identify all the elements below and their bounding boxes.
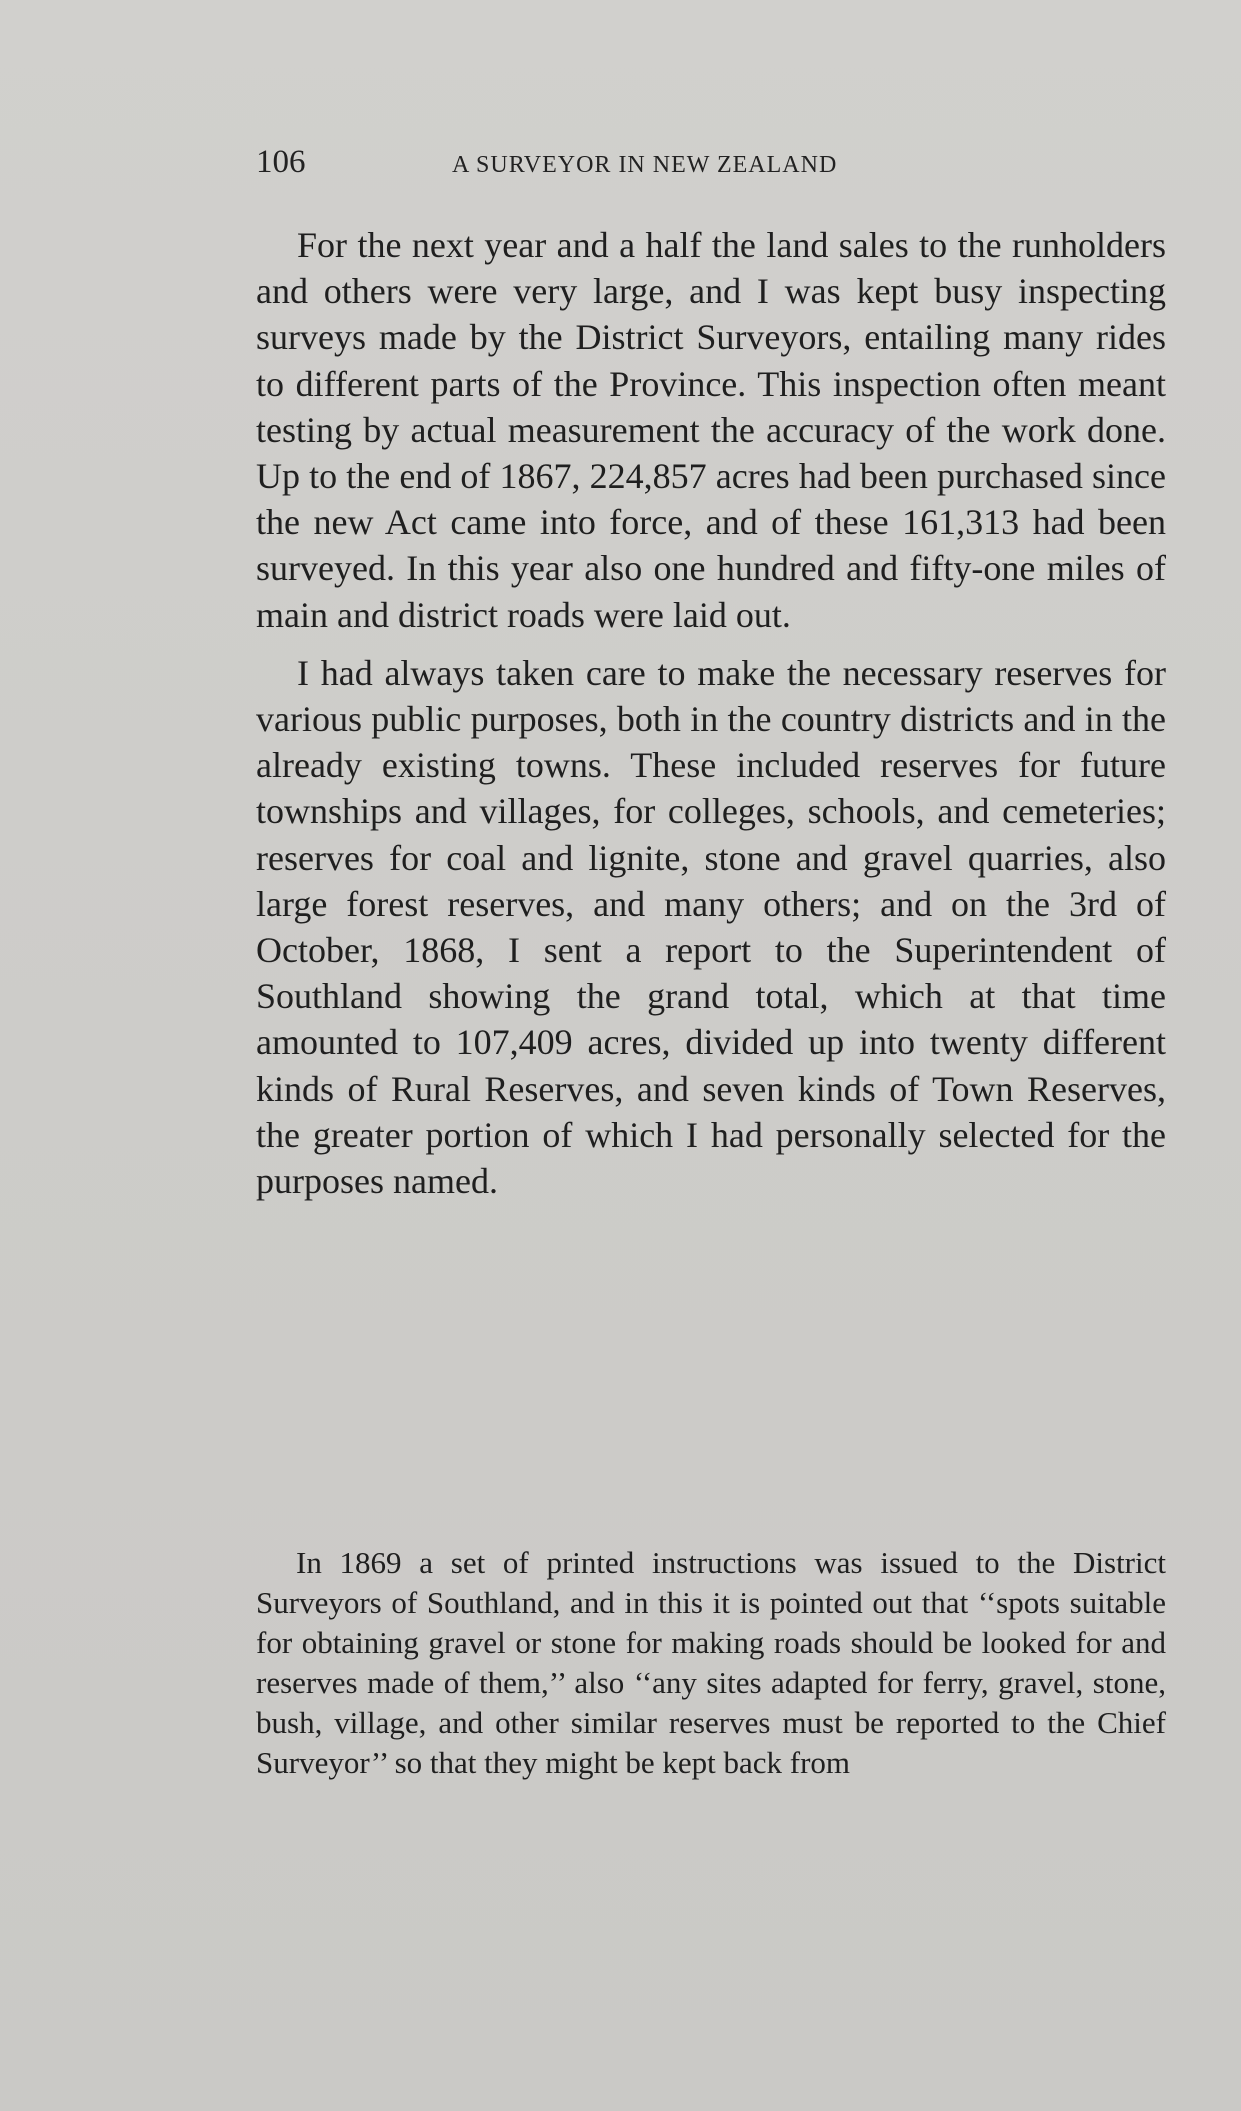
paragraph: For the next year and a half the land sales to the runholders and others were very large, and I was kept busy inspecting surveys made by the District Surveyors, entailing many rides to different parts of the Province. This inspection often meant testing by actual measurement the accuracy of the work done. Up to the end of 1867, 224,857 acres had been purchased since the new Act came into force, and of these 161,313 had been surveyed. In this year also one hundred and fifty-one miles of main and district roads were laid out. xyxy=(256,225,1166,635)
page-number: 106 xyxy=(256,144,306,180)
footnote-section xyxy=(256,1543,1166,1783)
running-title: A SURVEYOR IN NEW ZEALAND xyxy=(452,152,838,178)
main-text xyxy=(256,222,1166,1216)
paragraph: I had always taken care to make the necessary reserves for various public purposes, both in the country districts and in the already existing towns. These included reserves for future townships and villages, for colleges, schools, and cemeteries; reserves for coal and lignite, stone and gravel quarries, also large forest reserves, and many others; and on the 3rd of October, 1868, I sent a report to the Superintendent of Southland showing the grand total, which at that time amounted to 107,409 acres, divided up into twenty different kinds of Rural Reserves, and seven kinds of Town Reserves, the greater portion of which I had personally selected for the purposes named. xyxy=(256,652,1166,1202)
page-header xyxy=(256,142,1166,192)
footnote: In 1869 a set of printed instructions was issued to the District Surveyors of Southland, and in this it is pointed out that ‘‘spots suitable for obtaining gravel or stone for making roads should be looked for and reserves made of them,’’ also ‘‘any sites adapted for ferry, gravel, stone, bush, village, and other similar reserves must be reported to the Chief Surveyor’’ so that they might be kept back from xyxy=(256,1545,1166,1780)
